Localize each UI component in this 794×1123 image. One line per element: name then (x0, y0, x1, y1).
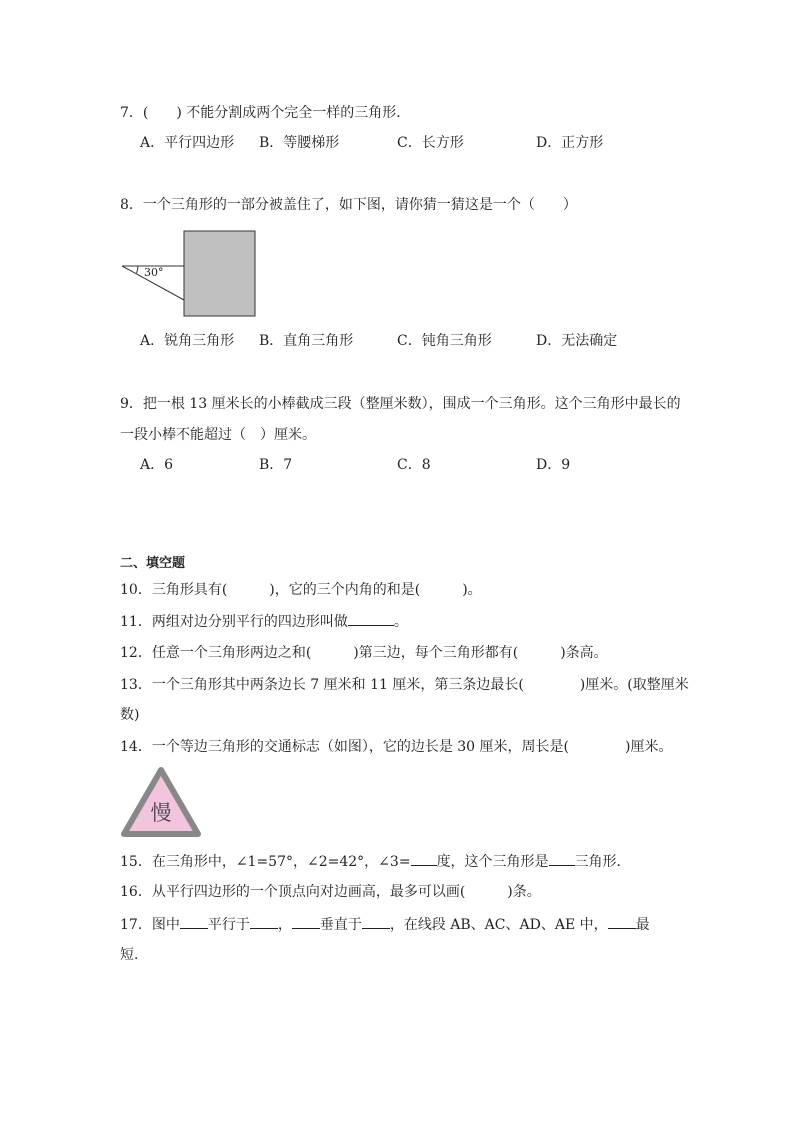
q17-part-2: 平行于 (207, 917, 250, 933)
q15-part-3: 三角形． (574, 854, 631, 870)
q11-blank[interactable] (348, 611, 394, 626)
q8-option-a[interactable]: A．锐角三角形 (140, 333, 235, 349)
sign-character: 慢 (150, 801, 172, 825)
question-13-line-1: 13．一个三角形其中两条边长 7 厘米和 11 厘米，第三条边最长( )厘米。(取整厘米 (120, 677, 689, 693)
q17-blank-1[interactable] (180, 914, 208, 929)
q7-option-a[interactable]: A．平行四边形 (140, 135, 235, 151)
question-7: 7．( ) 不能分割成两个完全一样的三角形． (120, 105, 411, 121)
q9-option-a[interactable]: A．6 (140, 457, 174, 473)
cover-rectangle (184, 231, 255, 316)
question-10: 10．三角形具有( )，它的三个内角的和是( )。 (120, 582, 482, 598)
question-16: 16．从平行四边形的一个顶点向对边画高，最多可以画( )条。 (120, 884, 541, 900)
q8-option-b[interactable]: B．直角三角形 (259, 333, 354, 349)
q17-part-1: 17．图中 (120, 917, 180, 933)
q7-option-c[interactable]: C．长方形 (397, 135, 464, 151)
q9-option-d[interactable]: D．9 (536, 457, 571, 473)
question-14: 14．一个等边三角形的交通标志（如图），它的边长是 30 厘米，周长是( )厘米。 (120, 739, 673, 755)
q17-blank-3[interactable] (292, 914, 320, 929)
q7-option-d[interactable]: D．正方形 (536, 135, 604, 151)
q9-option-b[interactable]: B．7 (259, 457, 293, 473)
q17-part-4: 垂直于 (319, 917, 362, 933)
question-15 (120, 851, 631, 872)
covered-triangle-figure (118, 228, 263, 323)
q15-blank-1[interactable] (411, 851, 437, 866)
question-13-line-2: 数) (120, 707, 140, 723)
question-17-line-2: 短． (120, 947, 148, 963)
q11-suffix: 。 (393, 614, 408, 630)
q11-prefix: 11．两组对边分别平行的四边形叫做 (120, 614, 348, 630)
q17-blank-4[interactable] (362, 914, 390, 929)
section-heading: 二、填空题 (120, 556, 186, 571)
q9-option-c[interactable]: C．8 (397, 457, 431, 473)
question-8: 8．一个三角形的一部分被盖住了，如下图，请你猜一猜这是一个（ ） (120, 197, 577, 213)
question-17 (120, 914, 650, 935)
q8-option-d[interactable]: D．无法确定 (536, 333, 618, 349)
q17-blank-5[interactable] (608, 914, 636, 929)
q17-part-3: ， (277, 917, 292, 933)
question-12: 12．任意一个三角形两边之和( )第三边，每个三角形都有( )条高。 (120, 645, 608, 661)
q17-part-6: 最 (635, 917, 650, 933)
traffic-sign-figure (119, 765, 203, 839)
question-9-line-1: 9．把一根 13 厘米长的小棒截成三段（整厘米数），围成一个三角形。这个三角形中最长的 (120, 396, 681, 412)
q15-blank-2[interactable] (549, 851, 575, 866)
q17-blank-2[interactable] (250, 914, 278, 929)
q15-part-2: 度，这个三角形是 (436, 854, 549, 870)
question-11 (120, 611, 408, 632)
q17-part-5: ，在线段 AB、AC、AD、AE 中， (389, 917, 608, 933)
question-9-line-2: 一段小棒不能超过（ ）厘米。 (120, 427, 316, 443)
q15-part-1: 15．在三角形中，∠1=57°，∠2=42°，∠3= (120, 854, 411, 870)
angle-label: 30° (144, 266, 164, 279)
q8-option-c[interactable]: C．钝角三角形 (397, 333, 492, 349)
q7-option-b[interactable]: B．等腰梯形 (259, 135, 340, 151)
